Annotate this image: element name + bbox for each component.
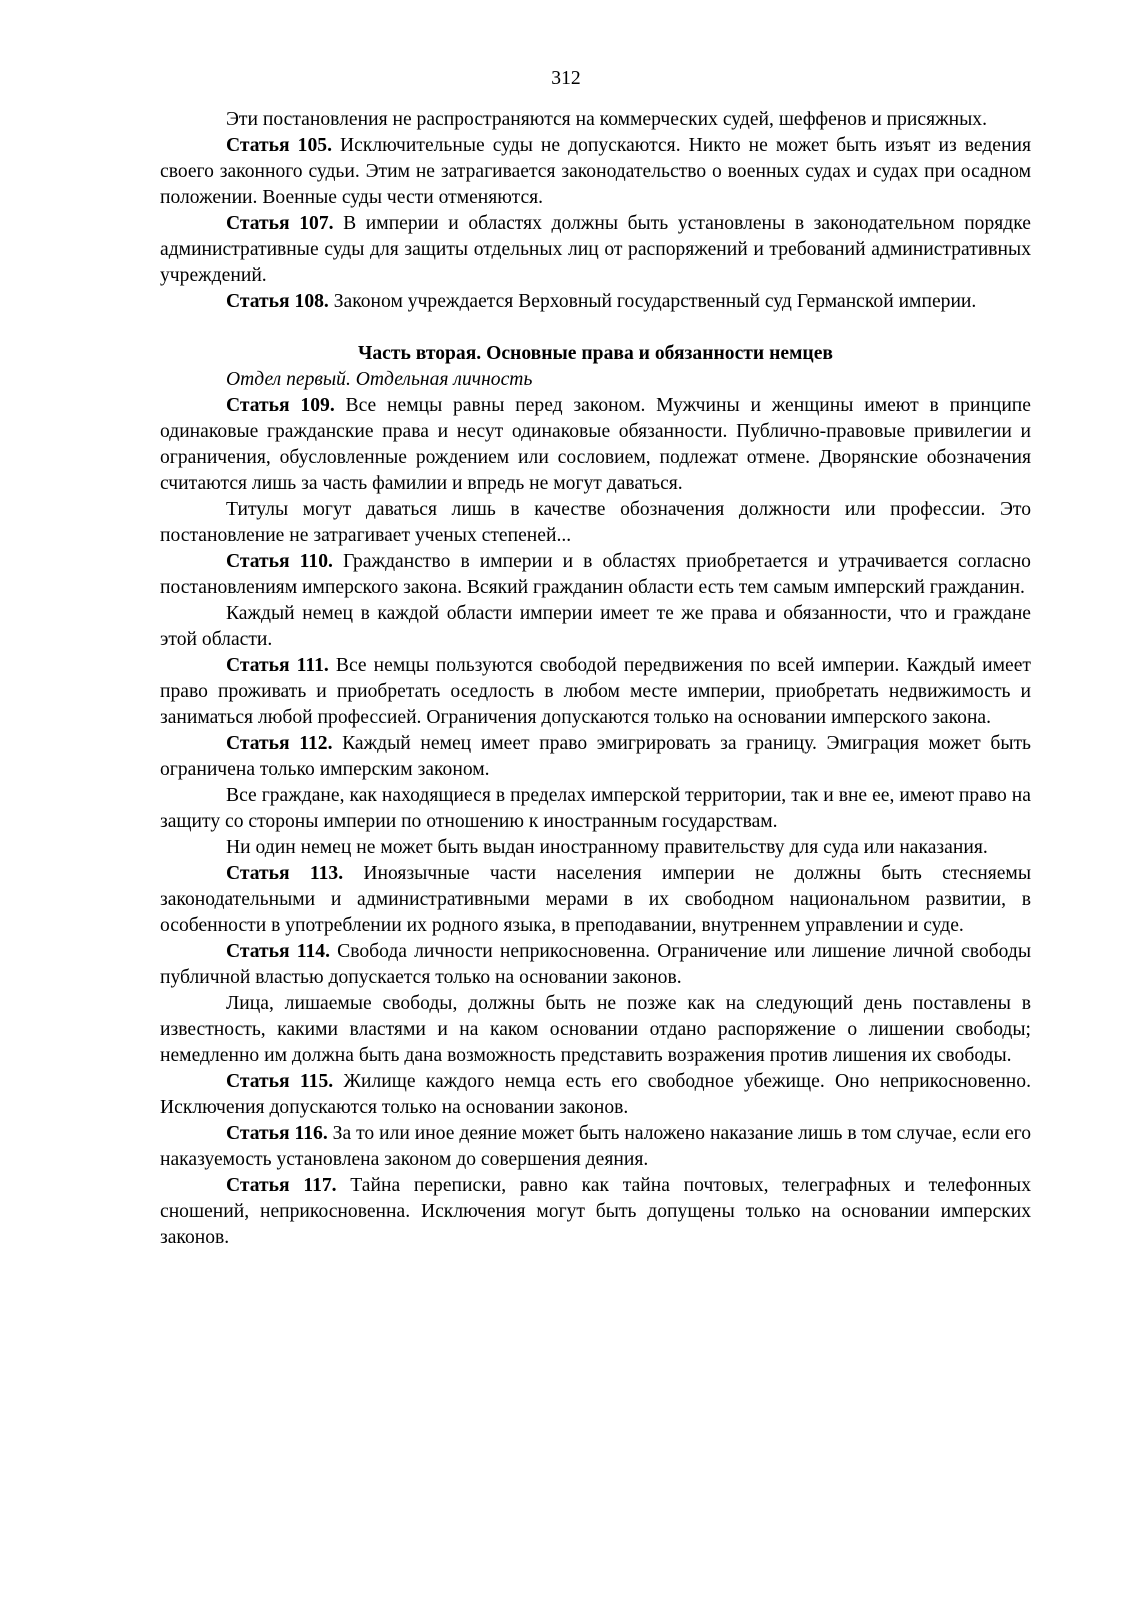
article-112-paragraph-3: Ни один немец не может быть выдан иностранному правительству для суда или наказания. (226, 837, 988, 858)
article-label: Статья 110. (226, 551, 333, 572)
article-label: Статья 116. (226, 1123, 328, 1144)
article-105 (160, 133, 1031, 211)
article-label: Статья 105. (226, 135, 332, 156)
article-label: Статья 108. (226, 291, 329, 312)
article-113 (160, 861, 1031, 939)
article-text: Исключительные суды не допускаются. Никто не может быть изъят из ведения своего законного судьи. Этим не затрагивается законодательство о военных судах и судах при осадном положении. Военные суды чести отменяются. (160, 135, 1031, 208)
article-label: Статья 115. (226, 1071, 334, 1092)
article-label: Статья 112. (226, 733, 333, 754)
article-107 (160, 211, 1031, 289)
article-text: Каждый немец имеет право эмигрировать за границу. Эмиграция может быть ограничена только имперским законом. (160, 733, 1031, 780)
article-text: Все немцы пользуются свободой передвижения по всей империи. Каждый имеет право проживать и приобретать оседлость в любом месте империи, приобретать недвижимость и заниматься любой профессией. Ограничения допускаются только на основании имперского закона. (160, 655, 1031, 728)
article-text: Законом учреждается Верховный государственный суд Германской империи. (328, 291, 977, 312)
article-114-paragraph-2: Лица, лишаемые свободы, должны быть не позже как на следующий день поставлены в известность, какими властями и на каком основании отдано распоряжение о лишении свободы; немедленно им должна быть дана возможность представить возражения против лишения их свободы. (160, 993, 1031, 1066)
article-text: В империи и областях должны быть установлены в законодательном порядке административные суды для защиты отдельных лиц от распоряжений и требований административных учреждений. (160, 213, 1031, 286)
article-text: Свобода личности неприкосновенна. Ограничение или лишение личной свободы публичной властью допускается только на основании законов. (160, 941, 1031, 988)
article-label: Статья 107. (226, 213, 334, 234)
intro-paragraph: Эти постановления не распространяются на коммерческих судей, шеффенов и присяжных. (226, 109, 987, 130)
article-110-paragraph-2: Каждый немец в каждой области империи имеет те же права и обязанности, что и граждане этой области. (160, 603, 1031, 650)
page-body (160, 107, 1031, 1251)
article-114 (160, 939, 1031, 991)
article-label: Статья 111. (226, 655, 329, 676)
article-110 (160, 549, 1031, 601)
article-text: Жилище каждого немца есть его свободное убежище. Оно неприкосновенно. Исключения допускаются только на основании законов. (160, 1071, 1031, 1118)
page-number: 312 (551, 68, 581, 89)
article-label: Статья 117. (226, 1175, 337, 1196)
article-112-paragraph-2: Все граждане, как находящиеся в пределах имперской территории, так и вне ее, имеют право на защиту со стороны империи по отношению к иностранным государствам. (160, 785, 1031, 832)
article-label: Статья 114. (226, 941, 330, 962)
part-heading: Часть вторая. Основные права и обязанности немцев (357, 343, 833, 364)
article-109-paragraph-2: Титулы могут даваться лишь в качестве обозначения должности или профессии. Это постановление не затрагивает ученых степеней... (160, 499, 1031, 546)
article-text: Тайна переписки, равно как тайна почтовых, телеграфных и телефонных сношений, неприкосновенна. Исключения могут быть допущены только на основании имперских законов. (160, 1175, 1031, 1248)
article-116 (160, 1121, 1031, 1173)
article-109 (160, 393, 1031, 497)
article-text: За то или иное деяние может быть наложено наказание лишь в том случае, если его наказуемость установлена законом до совершения деяния. (160, 1123, 1031, 1170)
article-text: Все немцы равны перед законом. Мужчины и женщины имеют в принципе одинаковые гражданские права и несут одинаковые обязанности. Публично-правовые привилегии и ограничения, обусловленные рождением или сословием, подлежат отмене. Дворянские обозначения считаются лишь за часть фамилии и впредь не могут даваться. (160, 395, 1031, 494)
article-108 (160, 289, 1031, 315)
article-text: Гражданство в империи и в областях приобретается и утрачивается согласно постановлениям имперского закона. Всякий гражданин области есть тем самым имперский гражданин. (160, 551, 1031, 598)
article-112 (160, 731, 1031, 783)
article-label: Статья 109. (226, 395, 335, 416)
article-117 (160, 1173, 1031, 1251)
article-115 (160, 1069, 1031, 1121)
article-label: Статья 113. (226, 863, 344, 884)
article-text: Иноязычные части населения империи не должны быть стесняемы законодательными и административными мерами в их свободном национальном развитии, в особенности в употреблении их родного языка, в преподавании, внутреннем управлении и суде. (160, 863, 1031, 936)
article-111 (160, 653, 1031, 731)
section-heading: Отдел первый. Отдельная личность (226, 369, 533, 390)
